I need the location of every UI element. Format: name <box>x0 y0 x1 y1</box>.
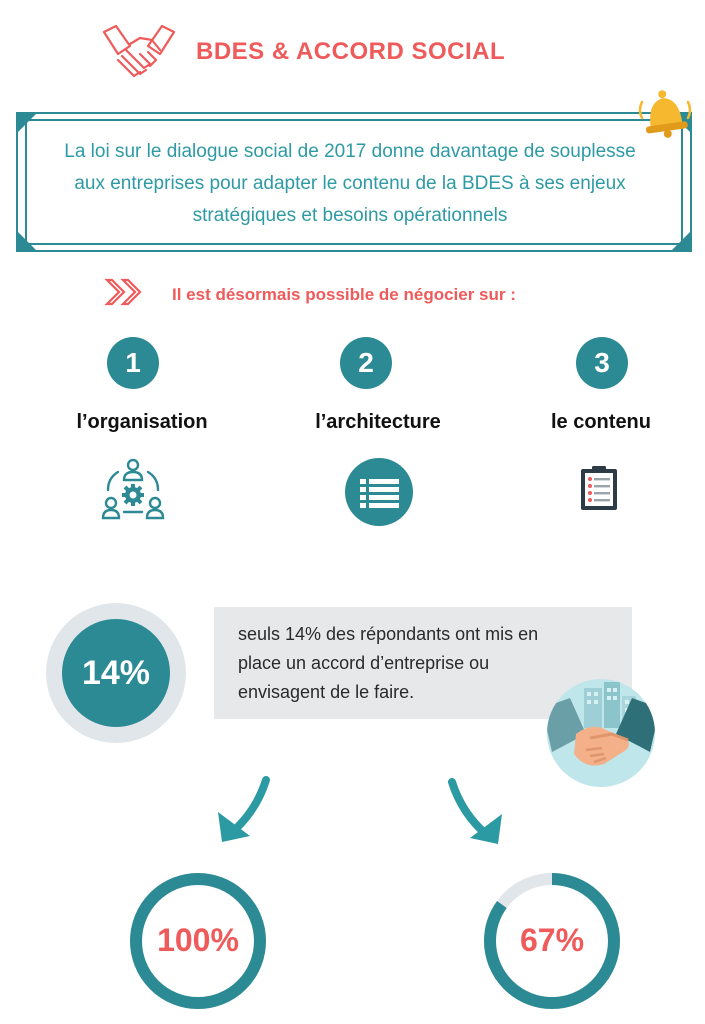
clipboard-icon <box>579 464 619 512</box>
business-handshake-icon <box>542 678 660 788</box>
handshake-icon <box>100 24 178 82</box>
page-title: BDES & ACCORD SOCIAL <box>196 38 506 65</box>
item-label-contenu: le contenu <box>550 411 651 433</box>
step-number-1: 1 <box>107 337 159 389</box>
list-icon <box>345 458 413 526</box>
stat-text: seuls 14% des répondants ont mis en place un accord d’entreprise ou envisagent de le faire. <box>238 624 539 702</box>
negotiate-heading: Il est désormais possible de négocier sur : <box>172 285 516 304</box>
item-label-organisation: l’organisation <box>76 411 208 433</box>
result-value-67: 67% <box>519 922 585 958</box>
intro-text: La loi sur le dialogue social de 2017 donne davantage de souplesse aux entreprises pour adapter le contenu de la BDES à ses enjeux stratégiques et besoins opérationnels <box>64 141 636 226</box>
item-label-architecture: l’architecture <box>315 411 441 433</box>
bell-icon <box>636 86 694 140</box>
double-chevron-icon <box>104 276 146 308</box>
stat-value: 14% <box>81 654 151 692</box>
step-number-2: 2 <box>340 337 392 389</box>
arrow-down-left-icon <box>212 776 274 846</box>
organization-icon <box>100 456 166 522</box>
result-value-100: 100% <box>157 922 239 958</box>
step-number-3: 3 <box>576 337 628 389</box>
arrow-down-right-icon <box>444 778 508 848</box>
